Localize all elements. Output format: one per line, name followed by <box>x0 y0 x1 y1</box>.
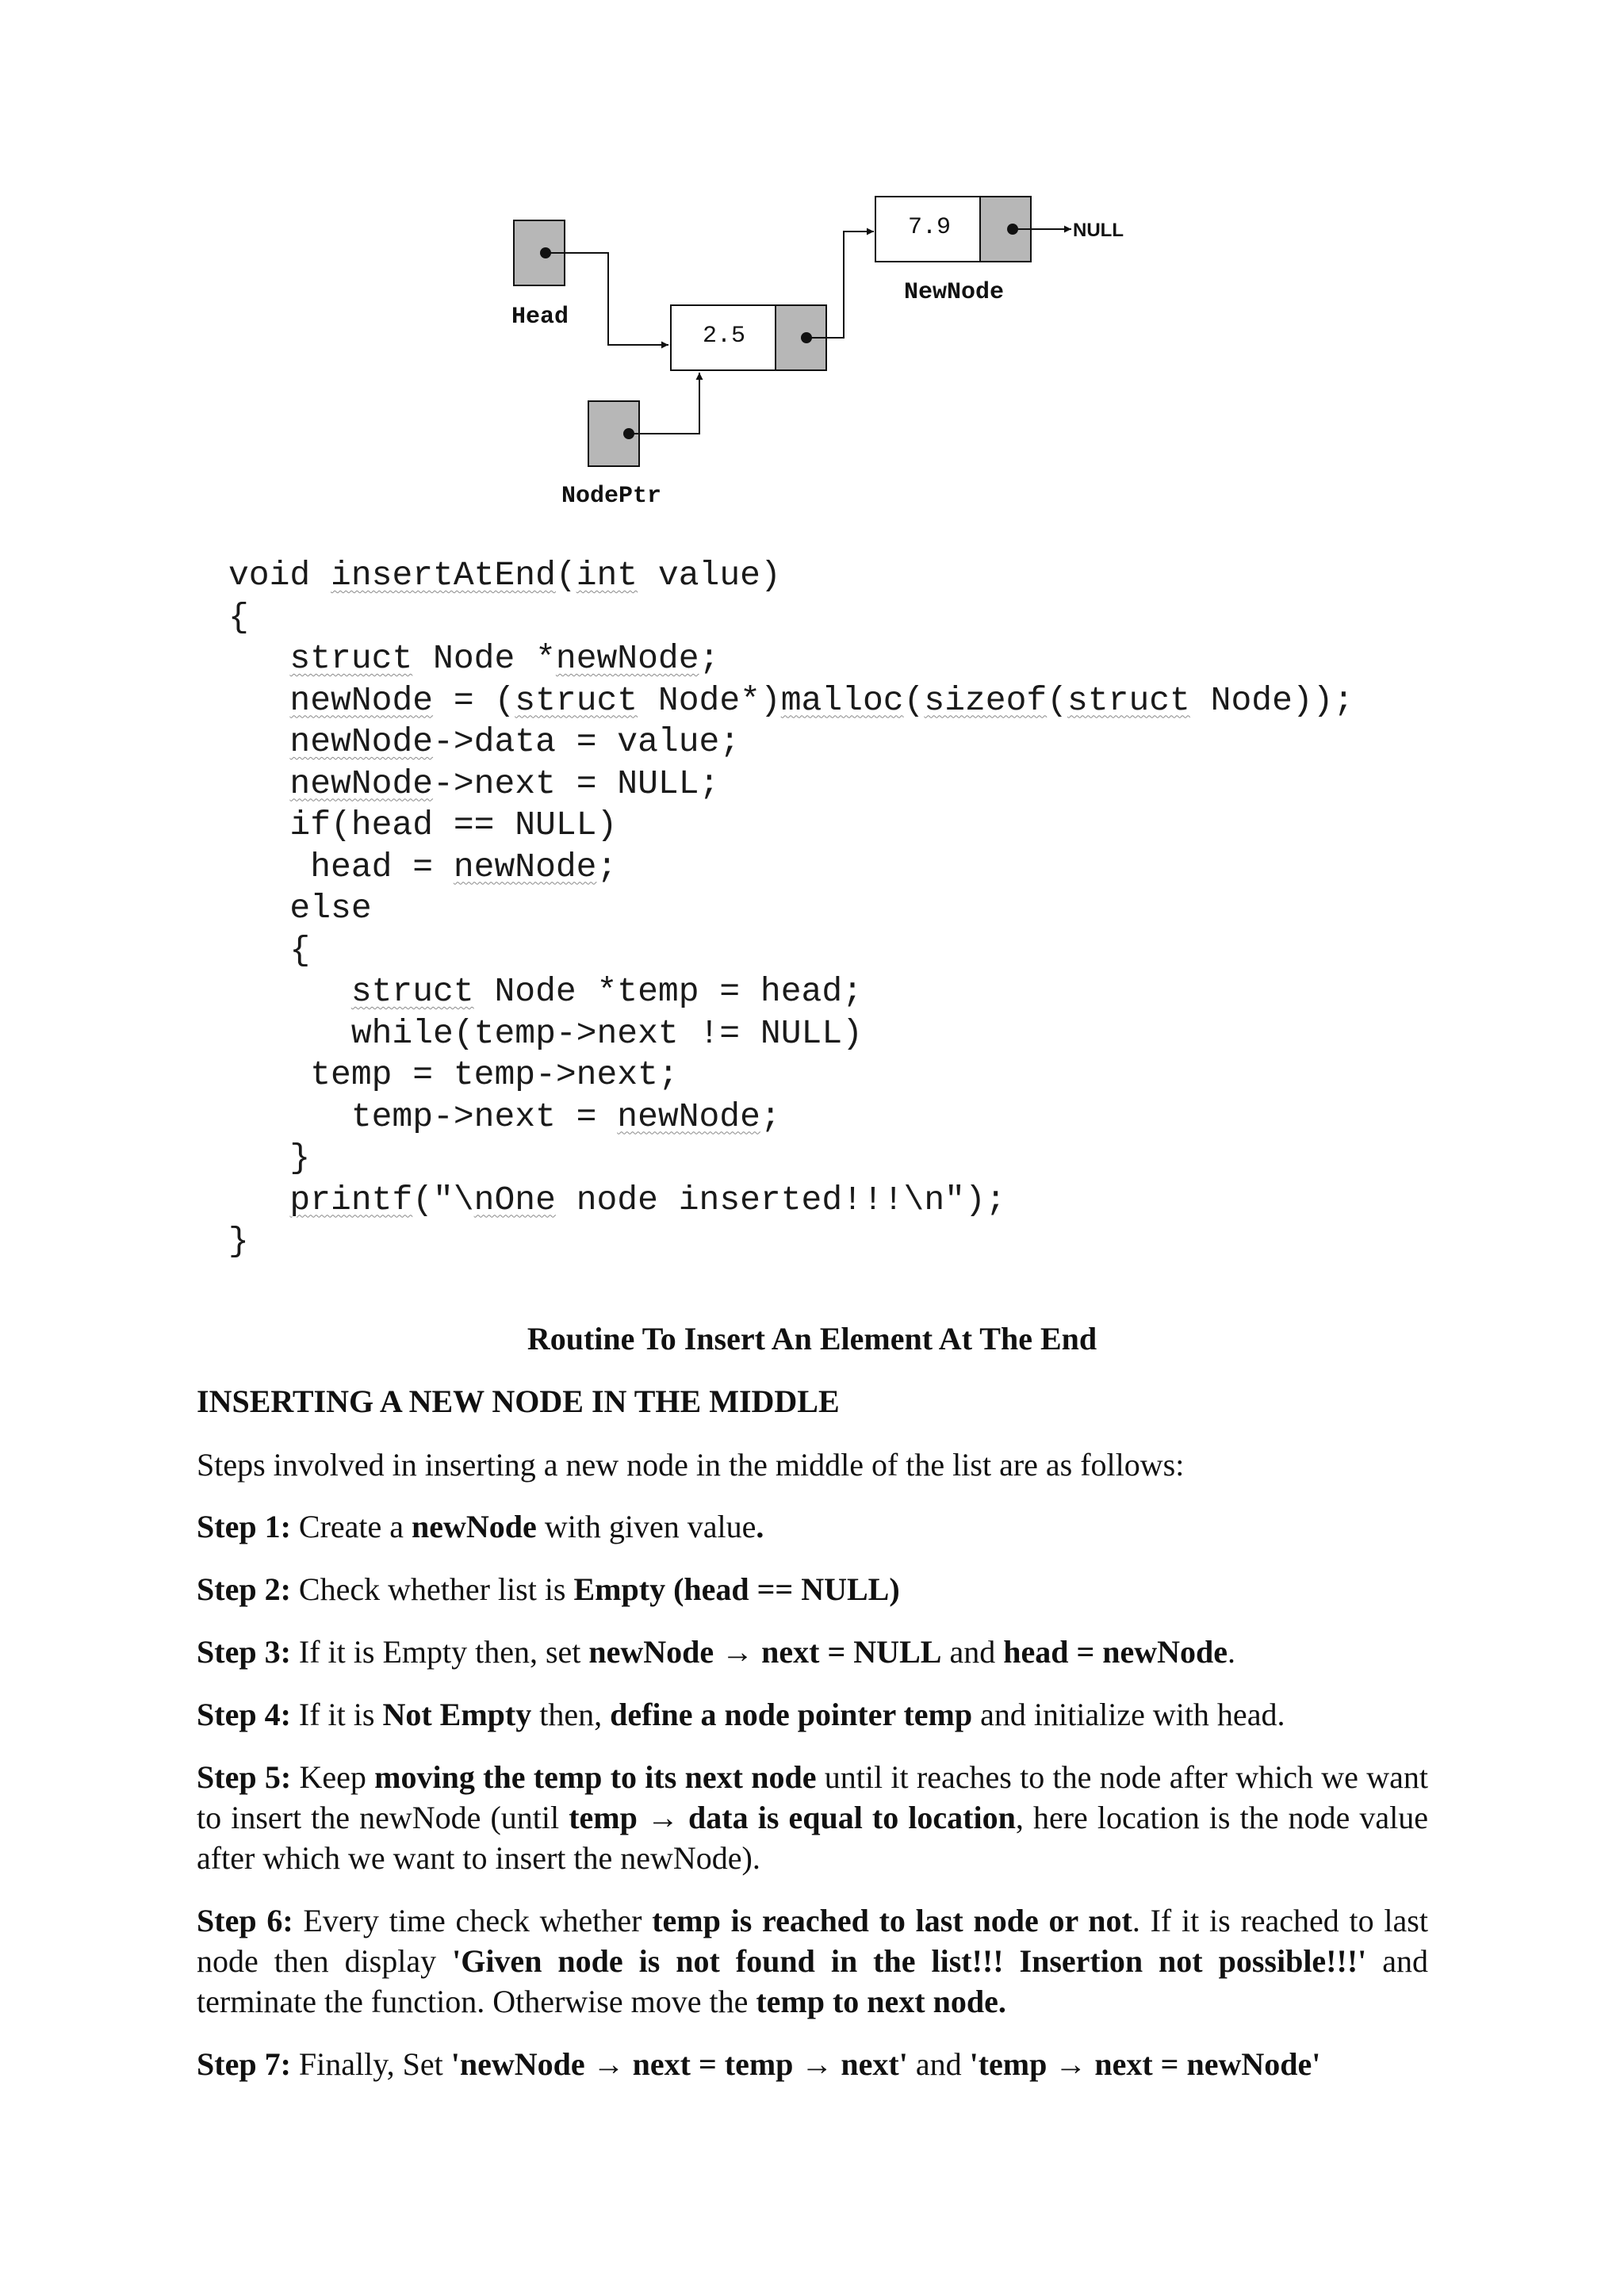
bold-text: temp to next node. <box>756 1984 1006 2019</box>
section-heading: INSERTING A NEW NODE IN THE MIDDLE <box>197 1383 840 1419</box>
nodeptr-pointer <box>588 373 699 466</box>
code-token: } <box>228 1222 249 1261</box>
intro-paragraph: Steps involved in inserting a new node in the middle of the list are as follows: <box>197 1447 1185 1483</box>
code-line <box>228 805 1354 847</box>
code-token: ("\ <box>412 1180 474 1219</box>
text-run: , here location is the node value after which we want to insert the newNode). <box>197 1800 1428 1876</box>
code-line <box>228 847 1354 889</box>
text-run: If it is Empty then, set <box>290 1634 589 1670</box>
bold-text: head = newNode <box>1003 1634 1228 1670</box>
code-line <box>228 763 1354 806</box>
squiggle-token: newNode <box>289 680 434 720</box>
text-run: . <box>1228 1634 1236 1670</box>
code-token: Node)); <box>1189 680 1354 720</box>
null-label: NULL <box>1073 220 1124 241</box>
code-line <box>228 930 1354 972</box>
text-run: Every time check whether <box>293 1903 653 1938</box>
bold-text: 'temp → next = newNode' <box>969 2046 1321 2082</box>
squiggle-token: int <box>576 556 638 595</box>
text-run: Create a <box>290 1509 412 1544</box>
code-token: else <box>228 889 372 928</box>
step-2 <box>197 1569 1428 1609</box>
code-token: Node * <box>412 639 556 678</box>
code-token: ; <box>596 847 618 886</box>
squiggle-token: malloc <box>780 680 904 720</box>
squiggle-token: newNode <box>453 847 597 886</box>
code-line <box>228 680 1354 722</box>
head-label: Head <box>511 304 569 331</box>
figure-caption: Routine To Insert An Element At The End <box>527 1321 1097 1357</box>
text-run: . If it is reached to last node then display <box>197 1903 1428 1979</box>
squiggle-token: struct <box>1067 680 1190 720</box>
text-run: and <box>907 2046 970 2082</box>
code-token: } <box>228 1138 311 1177</box>
squiggle-token: newNode <box>289 722 434 761</box>
code-token: temp->next = <box>228 1096 618 1136</box>
code-token: head = <box>228 847 454 886</box>
code-token: = ( <box>433 680 515 720</box>
text-run: until it reaches to the node after which we want to insert the newNode (until <box>197 1759 1428 1835</box>
code-token <box>228 764 289 803</box>
node-2-5-value: 2.5 <box>703 323 746 350</box>
step-7 <box>197 2044 1428 2084</box>
step-5 <box>197 1757 1428 1878</box>
code-line <box>228 721 1354 763</box>
text-run: If it is <box>290 1697 383 1732</box>
bold-text: Step 1: <box>197 1509 291 1544</box>
squiggle-token: sizeof <box>924 680 1048 720</box>
code-token: ; <box>699 639 720 678</box>
node-7-9 <box>875 197 1071 262</box>
bold-text: . <box>756 1509 764 1544</box>
code-token: temp = temp->next; <box>228 1055 679 1094</box>
bold-text: Not Empty <box>382 1697 532 1732</box>
code-token: ( <box>1047 680 1068 720</box>
code-token <box>228 722 289 761</box>
code-token <box>228 639 289 678</box>
code-token: while(temp->next != NULL) <box>228 1013 863 1053</box>
code-block <box>228 555 1354 1263</box>
text-run: Check whether list is <box>290 1571 574 1607</box>
bold-text: 'newNode → next = temp → next' <box>450 2046 908 2082</box>
linked-list-diagram <box>0 0 1624 539</box>
text-run: and initialize with head. <box>972 1697 1285 1732</box>
code-token: Node *temp = head; <box>473 972 863 1011</box>
code-line <box>228 971 1354 1013</box>
squiggle-token: newNode <box>555 639 699 678</box>
code-line <box>228 555 1354 597</box>
newnode-label: NewNode <box>904 279 1005 306</box>
code-line <box>228 638 1354 680</box>
code-token: ; <box>760 1096 781 1136</box>
bold-text: Step 2: <box>197 1571 291 1607</box>
squiggle-token: struct <box>350 972 474 1011</box>
code-token <box>228 1181 289 1219</box>
code-token: value) <box>638 556 781 595</box>
squiggle-token: newNode <box>289 763 434 803</box>
text-run: Finally, Set <box>290 2046 451 2082</box>
code-token: ->data = value; <box>433 722 741 761</box>
text-run: Keep <box>291 1759 375 1795</box>
bold-text: temp → data is equal to location <box>569 1800 1016 1835</box>
text-run: and terminate the function. Otherwise move the <box>197 1943 1428 2019</box>
code-token: if(head == NULL) <box>228 806 618 844</box>
nodeptr-label: NodePtr <box>561 483 662 510</box>
squiggle-token: printf <box>289 1180 413 1219</box>
code-line <box>228 1138 1354 1180</box>
code-token: ->next = NULL; <box>433 763 720 803</box>
text-run: and <box>941 1634 1004 1670</box>
code-token: { <box>228 597 249 637</box>
code-line <box>228 1180 1354 1222</box>
bold-text: Step 7: <box>197 2046 291 2082</box>
code-line <box>228 1013 1354 1055</box>
bold-text: temp is reached to last node or not <box>652 1903 1132 1938</box>
code-line <box>228 1096 1354 1138</box>
squiggle-token: struct <box>515 680 638 720</box>
bold-text: newNode → next = NULL <box>588 1634 942 1670</box>
code-token: { <box>228 930 311 970</box>
code-line <box>228 1054 1354 1096</box>
step-3 <box>197 1632 1428 1672</box>
text-run: with given value <box>536 1509 756 1544</box>
squiggle-token: newNode <box>617 1096 760 1136</box>
step-4 <box>197 1694 1428 1735</box>
code-token: ( <box>555 556 576 595</box>
bold-text: moving the temp to its next node <box>374 1759 817 1795</box>
code-token <box>228 972 351 1011</box>
code-token: node inserted!!!\n"); <box>555 1180 1006 1219</box>
node-7-9-value: 7.9 <box>908 214 952 241</box>
bold-text: Step 5: <box>197 1759 292 1795</box>
bold-text: Step 3: <box>197 1634 291 1670</box>
bold-text: define a node pointer temp <box>610 1697 973 1732</box>
code-token <box>228 681 289 720</box>
bold-text: Step 4: <box>197 1697 291 1732</box>
squiggle-token: struct <box>289 639 413 678</box>
code-token: Node*) <box>638 680 781 720</box>
bold-text: Step 6: <box>197 1903 293 1938</box>
code-token: void <box>228 556 331 595</box>
code-token: ( <box>903 680 925 720</box>
step-6 <box>197 1900 1428 2022</box>
squiggle-token: nOne <box>473 1180 556 1219</box>
bold-text: Empty (head == NULL) <box>573 1571 900 1607</box>
code-line <box>228 888 1354 930</box>
node-2-5 <box>671 232 874 370</box>
bold-text: 'Given node is not found in the list!!! Insertion not possible!!!' <box>452 1943 1367 1979</box>
code-line <box>228 1221 1354 1263</box>
text-run: then, <box>531 1697 611 1732</box>
step-1 <box>197 1506 1428 1547</box>
bold-text: newNode <box>412 1509 537 1544</box>
code-line <box>228 597 1354 639</box>
squiggle-token: insertAtEnd <box>331 556 556 595</box>
